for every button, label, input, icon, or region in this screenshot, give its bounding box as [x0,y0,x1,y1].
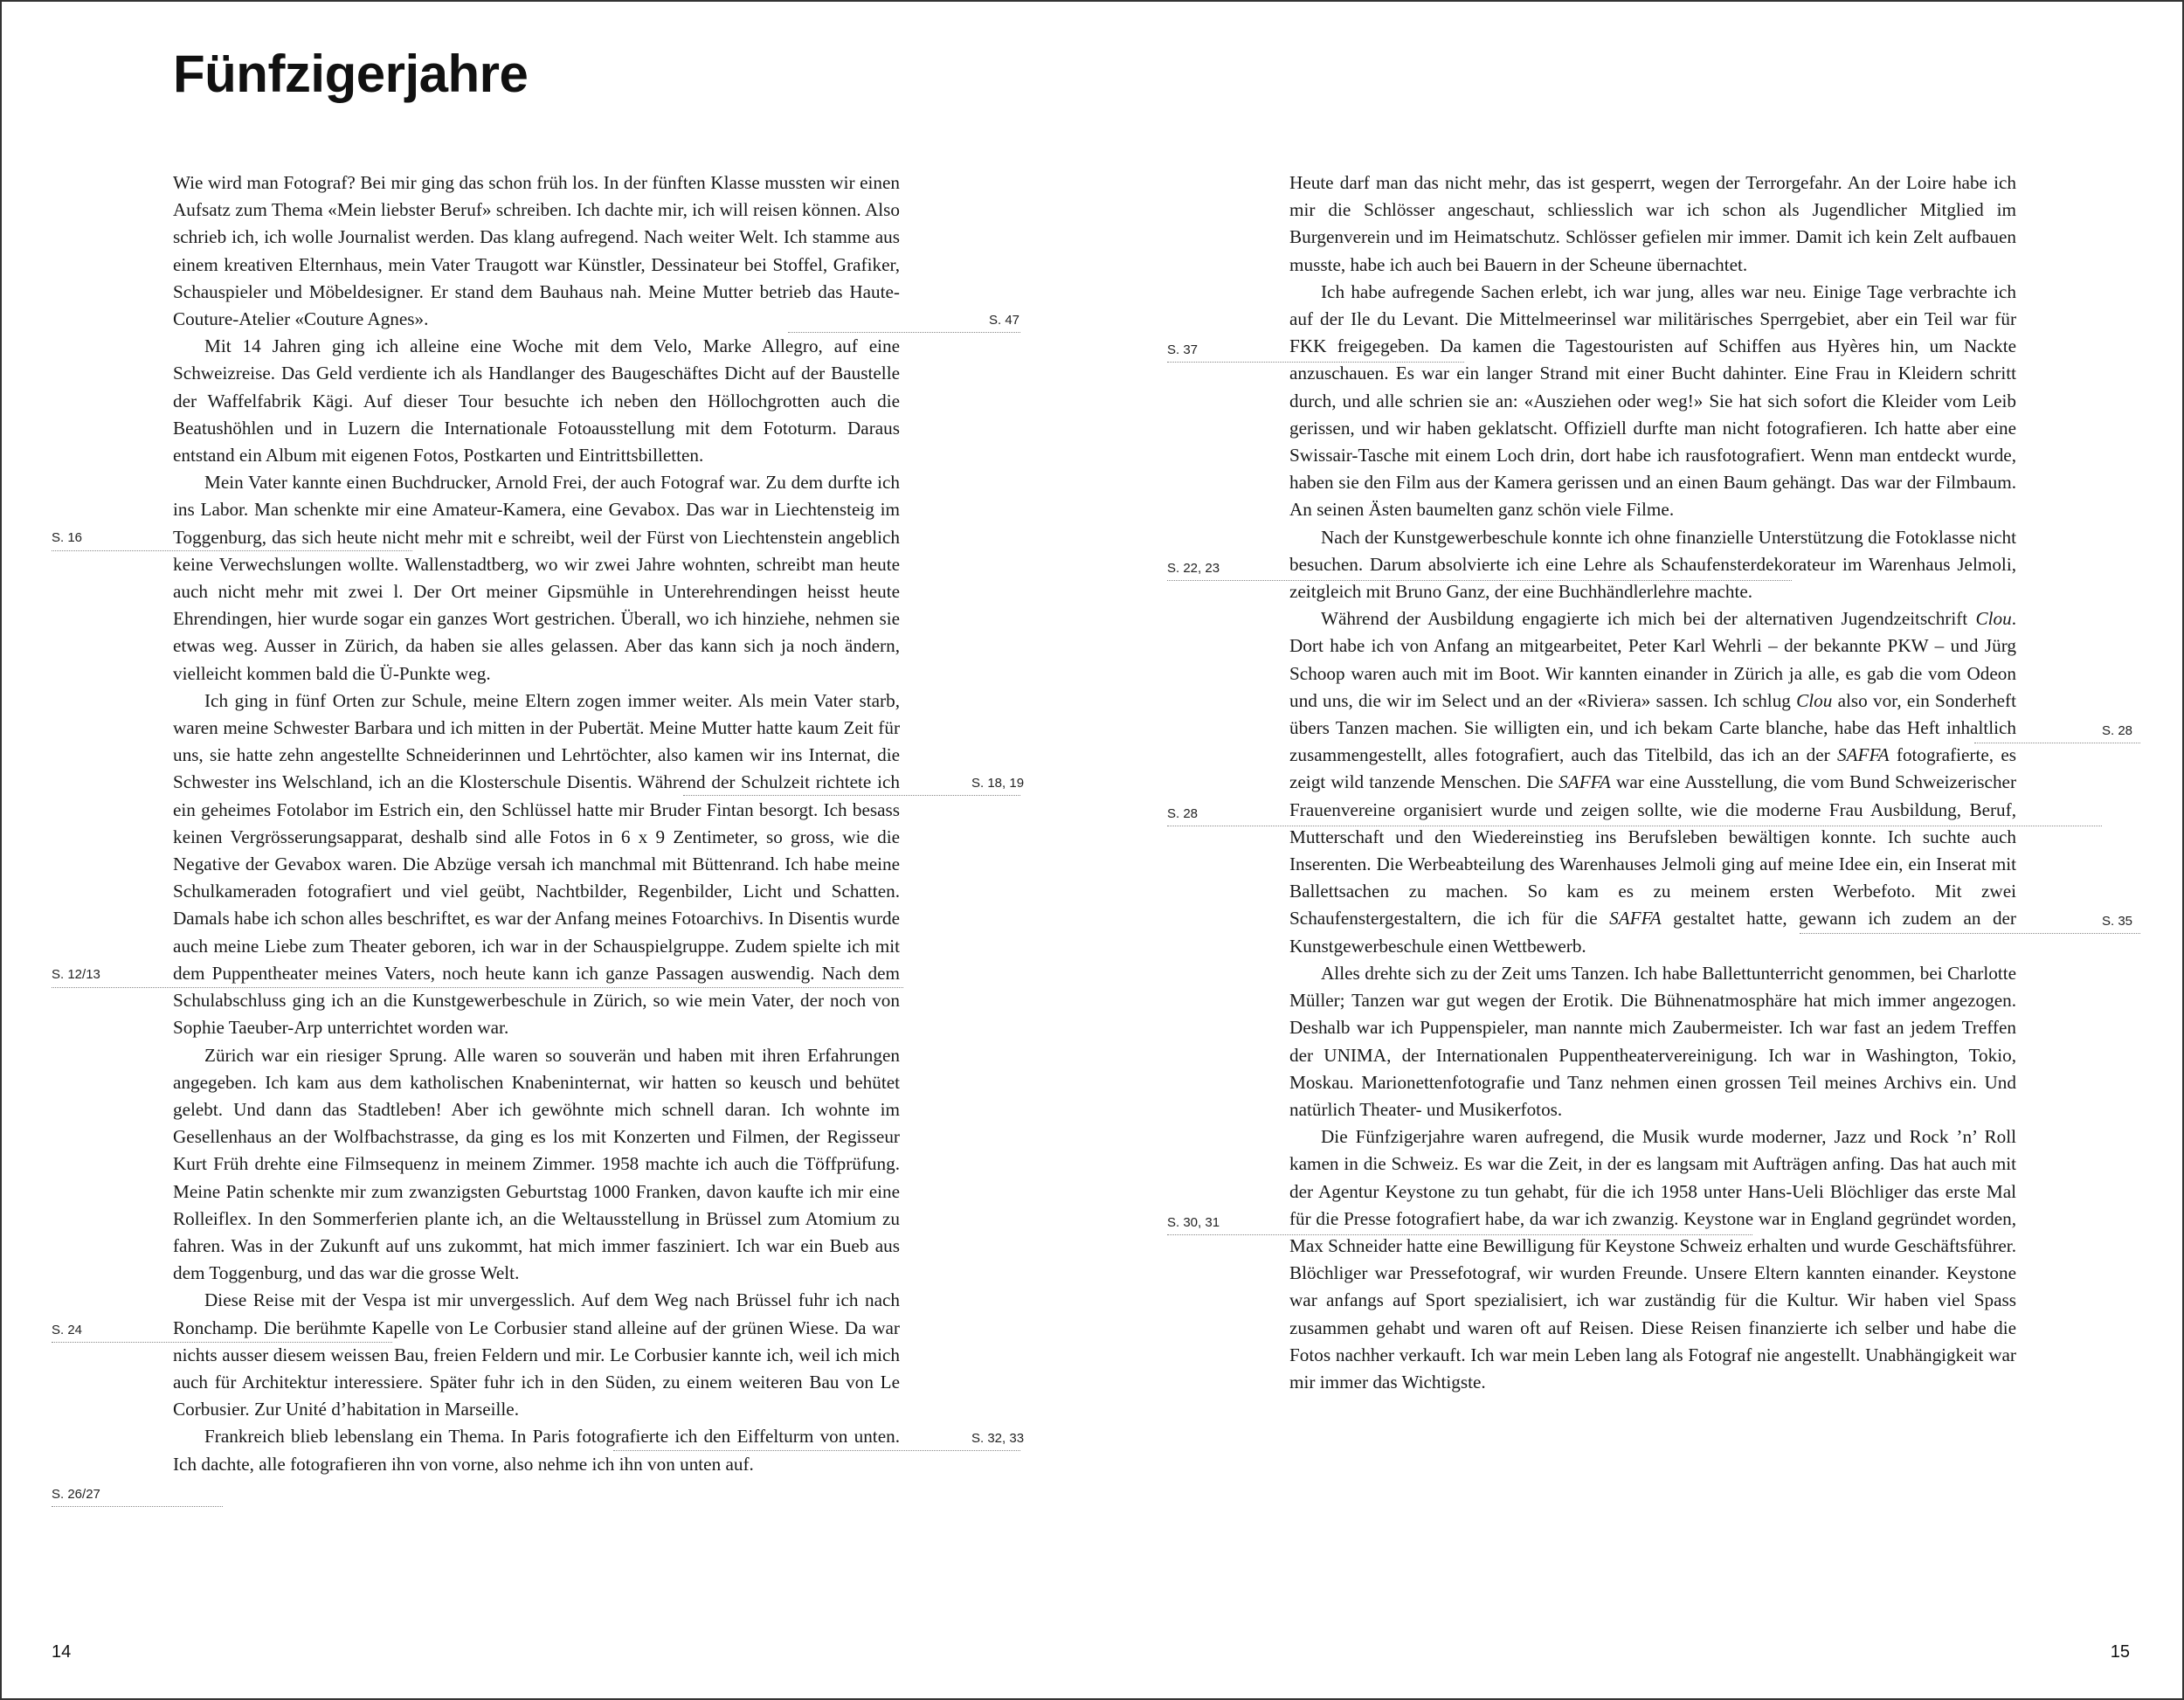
page-ref: S. 22, 23 [1167,561,1220,576]
page-ref: S. 24 [52,1323,83,1337]
page-ref: S. 32, 33 [971,1431,1025,1446]
chapter-title: Fünfzigerjahre [173,45,529,103]
page-number-right: 15 [2110,1642,2130,1662]
body-paragraph: Heute darf man das nicht mehr, das ist gesperrt, wegen der Terrorgefahr. An der Loire habe ich mir die Schlösser angeschaut, schliesslich war ich schon als Jugendlicher Mitglied im Burgenverein und im Heimatschutz. Schlösser gefielen mir immer. Damit ich kein Zelt aufbauen musste, habe ich auch bei Bauern in der Scheune übernachtet. [1289,172,2016,275]
ref-guide-line [1167,580,1792,581]
ref-guide-line [52,987,903,988]
page-ref: S. 12/13 [52,967,100,982]
page-ref: S. 28 [1167,806,1199,821]
page-ref: S. 35 [2102,914,2133,929]
page-number-left: 14 [52,1642,72,1662]
page-ref: S. 18, 19 [971,776,1025,791]
ref-guide-line [788,332,1020,333]
right-text-column [1289,169,2016,1396]
page-ref: S. 30, 31 [1167,1215,1220,1230]
page-ref: S. 16 [52,530,83,545]
ref-guide-line [1800,933,2140,934]
body-paragraph: Mein Vater kannte einen Buchdrucker, Arnold Frei, der auch Fotograf war. Zu dem durfte ich ins Labor. Man schenkte mir eine Amateur-Kamera, eine Gevabox. Das war in Liechtensteig im Toggenburg, das sich heute nicht mehr mit e schreibt, weil der Fürst von Liechtenstein angeblich keine Verwechslungen wollte. Wallenstadtberg, wo wir zwei Jahre wohnten, schreibt man heute auch nicht mehr mit zwei l. Der Ort meiner Gipsmühle in Unterehrendingen heisst heute Ehrendingen, hier wurde sogar ein ganzes Wort gestrichen. Überall, wo ich hinziehe, nehmen sie etwas weg. Ausser in Zürich, da haben sie alles gelassen. Aber das kann sich ja noch ändern, vielleicht kommen bald die Ü-Punkte weg. [173,472,900,684]
body-paragraph: Alles drehte sich zu der Zeit ums Tanzen. Ich habe Ballettunterricht genommen, bei Charlotte Müller; Tanzen war gut wegen der Erotik. Die Bühnenatmosphäre hat mich immer angezogen. Deshalb war ich Puppenspieler, man nannte mich Zaubermeister. Ich war fast an jedem Treffen der UNIMA, der Internationalen Puppentheatervereinigung. Ich war in Washington, Tokio, Moskau. Marionettenfotografie und Tanz nehmen einen grossen Teil meines Archivs ein. Und natürlich Theater- und Musikerfotos. [1289,962,2016,1120]
ref-guide-line [52,1506,223,1507]
body-paragraph: Während der Ausbildung engagierte ich mich bei der alternativen Jugendzeitschrift Clou. Dort habe ich von Anfang an mitgearbeitet, Peter Karl Wehrli – der bekannte PKW – und Jürg Schoop waren auch mit im Boot. Wir kannten einander in Zürich ja alle, es gab die vom Odeon und uns, die wir im Select und an der «Riviera» sassen. Ich schlug Clou also vor, ein Sonderheft übers Tanzen machen. Sie willigten ein, und ich bekam Carte blanche, habe das Heft inhaltlich zusammengestellt, alles fotografiert, auch das Titelbild, das ich an der SAFFA fotografierte, es zeigt wild tanzende Menschen. Die SAFFA war eine Ausstellung, die vom Bund Schweizerischer Frauenvereine organisiert wurde und zeigen sollte, wie die moderne Frau Ausbildung, Beruf, Mutterschaft und den Wiedereinstieg ins Berufsleben bewältigen konnte. Ich suchte auch Inserenten. Die Werbeabteilung des Warenhauses Jelmoli ging auf meine Idee ein, ein Inserat mit Ballettsachen zu machen. So kam es zu meinem ersten Werbefoto. Mit zwei Schaufenstergestaltern, die ich für die SAFFA gestaltet hatte, gewann ich zudem an der Kunstgewerbeschule einen Wettbewerb. [1289,608,2017,957]
body-paragraph: Die Fünfzigerjahre waren aufregend, die Musik wurde moderner, Jazz und Rock ’n’ Roll kamen in die Schweiz. Es war die Zeit, in der es langsam mit Aufträgen anfing. Das hat auch mit der Agentur Keystone zu tun gehabt, für die ich 1958 unter Hans-Ueli Blöchliger das erste Mal für die Presse fotografiert habe, da war ich zwanzig. Keystone war in England gegründet worden, Max Schneider hatte eine Bewilligung für Keystone Schweiz erhalten und wurde Geschäftsführer. Blöchliger war Pressefotograf, wir wurden Freunde. Unsere Eltern kannten einander. Keystone war anfangs auf Sport spezialisiert, ich war zuständig für die Kultur. Wir haben viel Spass zusammen gehabt und waren oft auf Reisen. Diese Reisen finanzierte ich selber und habe die Fotos nachher verkauft. Ich war mein Leben lang als Fotograf nie angestellt. Unabhängigkeit war mir immer das Wichtigste. [1289,1126,2016,1392]
ref-guide-line [1167,1234,1752,1235]
ref-guide-line [52,1342,392,1343]
body-paragraph: Mit 14 Jahren ging ich alleine eine Woche mit dem Velo, Marke Allegro, auf eine Schweizreise. Das Geld verdiente ich als Handlanger des Baugeschäftes Dicht auf der Baustelle der Waffelfabrik Kägi. Auf dieser Tour besuchte ich neben den Höllochgrotten auch die Beatushöhlen und in Luzern die Internationale Fotoausstellung mit dem Fototurm. Daraus entstand ein Album mit eigenen Fotos, Postkarten und Eintrittsbilletten. [173,335,900,466]
ref-guide-line [52,550,412,551]
page-ref: S. 47 [989,313,1020,328]
body-paragraph: Diese Reise mit der Vespa ist mir unvergesslich. Auf dem Weg nach Brüssel fuhr ich nach Ronchamp. Die berühmte Kapelle von Le Corbusier stand alleine auf der grünen Wiese. Da war nichts ausser diesem weissen Bau, freien Feldern und mir. Le Corbusier kannte ich, weil ich mich auch für Architektur interessiere. Später fuhr ich in den Süden, zu einem weiteren Bau von Le Corbusier. Zur Unité d’habitation in Marseille. [173,1289,900,1420]
right-page [1092,0,2184,1700]
body-paragraph: Ich ging in fünf Orten zur Schule, meine Eltern zogen immer weiter. Als mein Vater starb, waren meine Schwester Barbara und ich mitten in der Pubertät. Meine Mutter hatte kaum Zeit für uns, sie hatte zehn angestellte Schneiderinnen und Lehrtöchter, also kamen wir ins Internat, die Schwester ins Welschland, ich an die Klosterschule Disentis. Während der Schulzeit richtete ich ein geheimes Fotolabor im Estrich ein, den Schlüssel hatte mir Bruder Fintan besorgt. Ich besass keinen Vergrösserungsapparat, deshalb sind alle Fotos in 6 x 9 Zentimeter, so gross, wie die Negative der Gevabox waren. Die Abzüge versah ich manchmal mit Büttenrand. Ich habe meine Schulkameraden fotografiert und viel geübt, Nachtbilder, Regenbilder, Licht und Schatten. Damals habe ich schon alles beschriftet, es war der Anfang meines Fotoarchivs. In Disentis wurde auch meine Liebe zum Theater geboren, ich war in der Schauspielgruppe. Zudem spielte ich mit dem Puppentheater meines Vaters, noch heute kann ich ganze Passagen auswendig. Nach dem Schulabschluss ging ich an die Kunstgewerbeschule in Zürich, so wie mein Vater, der noch von Sophie Taeuber-Arp unterrichtet worden war. [173,689,900,1039]
page-ref: S. 26/27 [52,1487,100,1502]
body-paragraph: Frankreich blieb lebenslang ein Thema. In Paris fotografierte ich den Eiffelturm von unten. Ich dachte, alle fotografieren ihn von vorne, also nehme ich ihn von unten auf. [173,1426,900,1475]
ref-guide-line [683,795,1020,796]
body-paragraph: Ich habe aufregende Sachen erlebt, ich war jung, alles war neu. Einige Tage verbrachte ich auf der Ile du Levant. Die Mittelmeerinsel war militärisches Sperrgebiet, aber ein Teil war für FKK freigegeben. Da kamen die Tagestouristen auf Schiffen aus Hyères hin, um Nackte anzuschauen. Es war ein langer Strand mit einer Bucht dahinter. Eine Frau in Kleidern schritt durch, und alle schrien sie an: «Ausziehen oder weg!» Sie hat sich sofort die Kleider vom Leib gerissen, und wir haben geklatscht. Offiziell durfte man nicht fotografieren. Ich hatte aber eine Swissair-Tasche mit einem Loch drin, dort habe ich rausfotografiert. Wenn man entdeckt wurde, haben sie den Film aus der Kamera gerissen und an einen Baum gehängt. Das war der Filmbaum. An seinen Ästen baumelten ganz schön viele Filme. [1289,280,2016,521]
left-text-column [173,169,900,1478]
page-ref: S. 37 [1167,342,1199,357]
body-paragraph: Zürich war ein riesiger Sprung. Alle waren so souverän und haben mit ihren Erfahrungen angegeben. Ich kam aus dem katholischen Knabeninternat, wir hatten so keusch und behütet gelebt. Und dann das Stadtleben! Aber ich gewöhnte mich schnell daran. Ich wohnte im Gesellenhaus an der Wolfbachstrasse, da ging es los mit Konzerten und Filmen, der Regisseur Kurt Früh drehte eine Filmsequenz in meinem Zimmer. 1958 machte ich auch die Töffprüfung. Meine Patin schenkte mir zum zwanzigsten Geburtstag 1000 Franken, davon kaufte ich mir eine Rolleiflex. In den Sommerferien plante ich, an die Weltausstellung in Brüssel zum Atomium zu fahren. Was in der Zukunft auf uns zukommt, hat mich immer fasziniert. Ich war ein Bueb aus dem Toggenburg, und das war die grosse Welt. [173,1044,900,1284]
page-ref: S. 28 [2102,723,2133,738]
ref-guide-line [1167,362,1464,363]
body-paragraph: Nach der Kunstgewerbeschule konnte ich ohne finanzielle Unterstützung die Fotoklasse nicht besuchen. Darum absolvierte ich eine Lehre als Schaufensterdekorateur im Warenhaus Jelmoli, zeitgleich mit Bruno Ganz, der eine Buchhändlerlehre machte. [1289,526,2016,603]
body-paragraph: Wie wird man Fotograf? Bei mir ging das schon früh los. In der fünften Klasse mussten wir einen Aufsatz zum Thema «Mein liebster Beruf» schreiben. Ich dachte mir, ich will reisen können. Also schrieb ich, ich wolle Journalist werden. Das klang aufregend. Nach weiter Welt. Ich stamme aus einem kreativen Elternhaus, mein Vater Traugott war Künstler, Dessinateur bei Stoffel, Grafiker, Schauspieler und Möbeldesigner. Er stand dem Bauhaus nah. Meine Mutter betrieb das Haute-Couture-Atelier «Couture Agnes». [173,172,900,330]
ref-guide-line [613,1450,1020,1451]
